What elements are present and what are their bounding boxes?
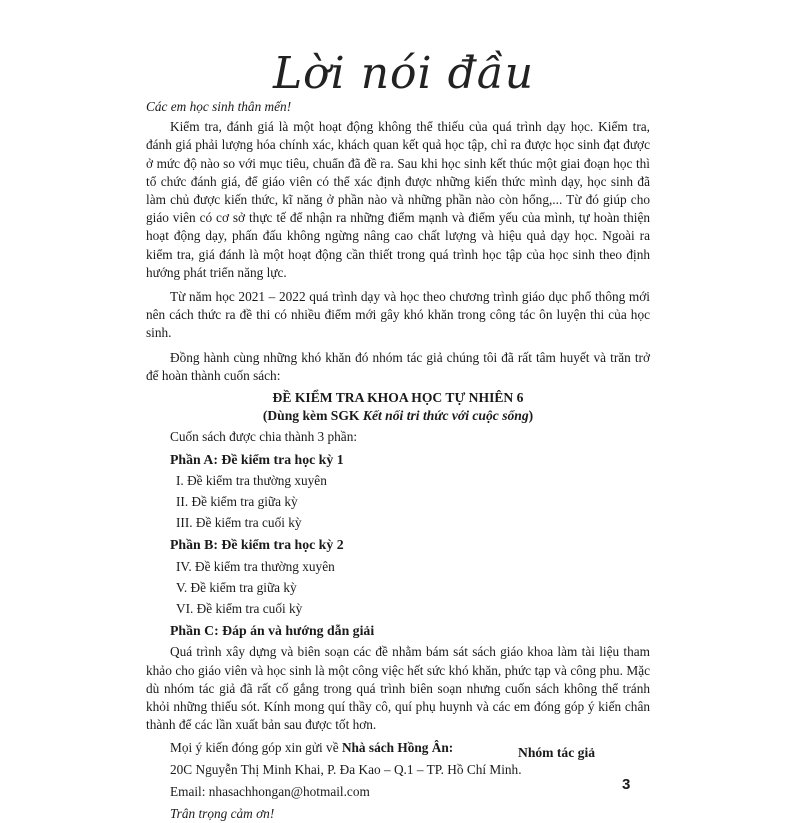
part-b-item: IV. Đề kiểm tra thường xuyên — [176, 558, 335, 574]
part-a-item: II. Đề kiểm tra giữa kỳ — [176, 494, 298, 510]
book-subtitle — [146, 407, 650, 425]
part-b-heading: Phần B: Đề kiểm tra học kỳ 2 — [170, 537, 344, 553]
book-subtitle-italic: Kết nối tri thức với cuộc sống — [362, 408, 529, 424]
part-c-heading: Phần C: Đáp án và hướng dẫn giải — [170, 623, 375, 639]
address: 20C Nguyễn Thị Minh Khai, P. Đa Kao – Q.1 – TP. Hồ Chí Minh. — [170, 761, 522, 777]
paragraph-2: Từ năm học 2021 – 2022 quá trình dạy và học theo chương trình giáo dục phổ thông mới nên cách thức ra đề thi có nhiều điểm mới gây khó khăn trong công tác ôn luyện thi của học sinh. — [146, 289, 650, 341]
book-title: ĐỀ KIỂM TRA KHOA HỌC TỰ NHIÊN 6 — [272, 390, 524, 406]
paragraph-3: Đồng hành cùng những khó khăn đó nhóm tác giả chúng tôi đã rất tâm huyết và trăn trở để hoàn thành cuốn sách: — [146, 349, 650, 383]
book-subtitle-suffix: ) — [528, 408, 534, 424]
division-line: Cuốn sách được chia thành 3 phần: — [170, 429, 358, 445]
thanks: Trân trọng cảm ơn! — [170, 806, 275, 822]
contact-intro: Mọi ý kiến đóng góp xin gửi về — [170, 739, 342, 755]
page-title: Lời nói đầu — [272, 48, 535, 99]
part-a-heading: Phần A: Đề kiểm tra học kỳ 1 — [170, 451, 344, 467]
greeting: Các em học sinh thân mến! — [146, 99, 292, 114]
email: Email: nhasachhongan@hotmail.com — [170, 783, 370, 799]
preface-body — [146, 98, 650, 823]
closing-paragraph: Quá trình xây dựng và biên soạn các đề nhằm bám sát sách giáo khoa làm tài liệu tham khảo cho giáo viên và học sinh là một công việc hết sức khó khăn, phức tạp và công phu. Mặc dù nhóm tác giả đã rất cố gắng trong quá trình biên soạn nhưng cuốn sách không thể tránh khỏi những thiếu sót. Kính mong quí thầy cô, quí phụ huynh và các em đóng góp ý kiến chân thành để các lần xuất bản sau được tốt hơn. — [146, 644, 650, 733]
signature: Nhóm tác giả — [518, 745, 596, 760]
part-b-item: VI. Đề kiểm tra cuối kỳ — [176, 601, 303, 617]
page-number: 3 — [622, 776, 631, 793]
paragraph-1: Kiểm tra, đánh giá là một hoạt động không thể thiếu của quá trình dạy học. Kiểm tra, đánh giá phải lượng hóa chính xác, khách quan kết quả học tập, chỉ ra được học sinh đạt được ở mức độ nào so với mục tiêu, chuẩn đã đề ra. Sau khi học sinh kết thúc một giai đoạn học thì tổ chức đánh giá, để giáo viên có thể xác định được những kiến thức mình dạy, học sinh đã làm chủ được kiến thức, kĩ năng ở phần nào và những phần nào còn hổng,... Từ đó giúp cho giáo viên có cơ sở thực tế để nhận ra những điểm mạnh và điểm yếu của mình, tự hoàn thiện hoạt động dạy, phấn đấu không ngừng nâng cao chất lượng và hiệu quả dạy học. Ngoài ra kiểm tra, giá đánh là một hoạt động cần thiết trong quá trình học tập của học sinh theo định hướng phát triển năng lực. — [146, 119, 650, 280]
book-subtitle-prefix: (Dùng kèm SGK — [262, 408, 363, 424]
part-b-item: V. Đề kiểm tra giữa kỳ — [176, 579, 297, 595]
contact-name: Nhà sách Hồng Ân: — [341, 739, 454, 755]
part-a-item: III. Đề kiểm tra cuối kỳ — [176, 515, 302, 531]
part-a-item: I. Đề kiểm tra thường xuyên — [176, 472, 327, 488]
